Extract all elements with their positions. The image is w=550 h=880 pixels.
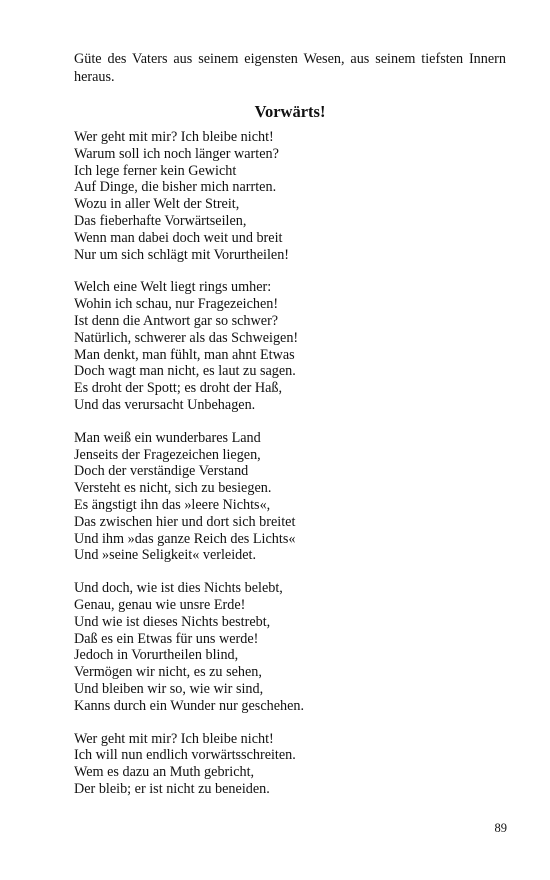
poem-line: Das zwischen hier und dort sich breitet xyxy=(74,513,296,530)
poem xyxy=(74,129,506,798)
intro-paragraph: Güte des Vaters aus seinem eigensten Wesen, aus seinem tiefsten Innern heraus. xyxy=(74,51,506,85)
poem-line: Wer geht mit mir? Ich bleibe nicht! xyxy=(74,730,274,747)
stanza-3 xyxy=(74,430,506,564)
stanza-1 xyxy=(74,129,506,263)
poem-line: Der bleib; er ist nicht zu beneiden. xyxy=(74,780,270,797)
poem-line: Doch wagt man nicht, es laut zu sagen. xyxy=(74,363,296,380)
poem-line: Jedoch in Vorurtheilen blind, xyxy=(74,647,239,664)
poem-line: Und wie ist dieses Nichts bestrebt, xyxy=(74,613,271,630)
poem-line: Welch eine Welt liegt rings umher: xyxy=(74,279,272,296)
poem-line: Man denkt, man fühlt, man ahnt Etwas xyxy=(74,346,295,363)
poem-line: Doch der verständige Verstand xyxy=(74,463,249,480)
poem-line: Ich lege ferner kein Gewicht xyxy=(74,162,237,179)
poem-line: Warum soll ich noch länger warten? xyxy=(74,145,279,162)
poem-line: Das fieberhafte Vorwärtseilen, xyxy=(74,212,247,229)
poem-line: Auf Dinge, die bisher mich narrten. xyxy=(74,179,277,196)
poem-line: Ich will nun endlich vorwärtsschreiten. xyxy=(74,747,296,764)
poem-line: Wem es dazu an Muth gebricht, xyxy=(74,764,255,781)
poem-line: Und bleiben wir so, wie wir sind, xyxy=(74,680,264,697)
page-number: 89 xyxy=(494,821,507,835)
poem-line: Es droht der Spott; es droht der Haß, xyxy=(74,380,283,397)
poem-line: Man weiß ein wunderbares Land xyxy=(74,429,261,446)
poem-line: Vermögen wir nicht, es zu sehen, xyxy=(74,664,262,681)
poem-line: Daß es ein Etwas für uns werde! xyxy=(74,630,259,647)
poem-line: Ist denn die Antwort gar so schwer? xyxy=(74,312,279,329)
poem-line: Wenn man dabei doch weit und breit xyxy=(74,229,283,246)
poem-line: Und das verursacht Unbehagen. xyxy=(74,396,256,413)
poem-line: Jenseits der Fragezeichen liegen, xyxy=(74,446,261,463)
poem-line: Und ihm »das ganze Reich des Lichts« xyxy=(74,530,296,547)
stanza-5 xyxy=(74,731,506,798)
stanza-2 xyxy=(74,279,506,413)
page-body xyxy=(74,50,506,814)
poem-line: Es ängstigt ihn das »leere Nichts«, xyxy=(74,496,271,513)
poem-line: Wozu in aller Welt der Streit, xyxy=(74,196,240,213)
poem-line: Und doch, wie ist dies Nichts belebt, xyxy=(74,580,283,597)
poem-line: Natürlich, schwerer als das Schweigen! xyxy=(74,329,299,346)
poem-line: Wer geht mit mir? Ich bleibe nicht! xyxy=(74,129,274,145)
poem-line: Nur um sich schlägt mit Vorurtheilen! xyxy=(74,246,290,263)
poem-line: Und »seine Seligkeit« verleidet. xyxy=(74,547,257,564)
poem-line: Kanns durch ein Wunder nur geschehen. xyxy=(74,697,305,714)
poem-line: Wohin ich schau, nur Fragezeichen! xyxy=(74,296,279,313)
poem-title: Vorwärts! xyxy=(254,102,326,121)
stanza-4 xyxy=(74,580,506,714)
poem-line: Versteht es nicht, sich zu besiegen. xyxy=(74,480,272,497)
poem-line: Genau, genau wie unsre Erde! xyxy=(74,596,246,613)
